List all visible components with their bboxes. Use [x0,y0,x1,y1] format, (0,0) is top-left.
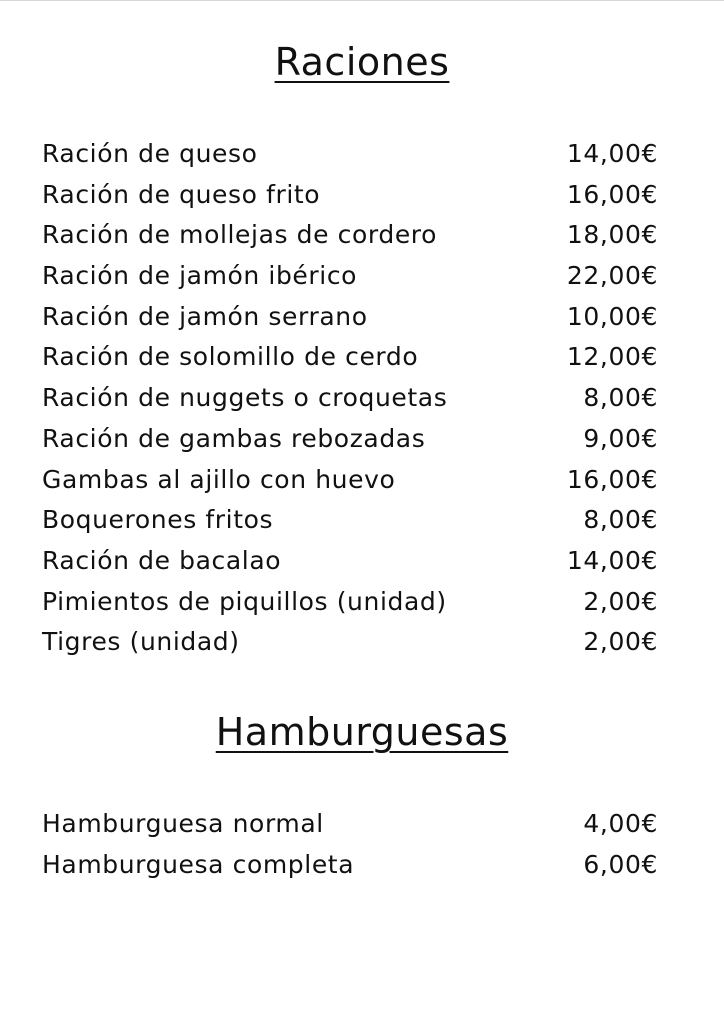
item-name: Pimientos de piquillos (unidad) [42,586,447,616]
item-price: 8,00€ [583,505,658,535]
menu-item [42,622,662,663]
menu-item [42,541,662,582]
item-price: 12,00€ [566,342,658,372]
item-name: Ración de mollejas de cordero [42,220,438,250]
item-name: Boquerones fritos [42,505,274,535]
item-price: 22,00€ [566,261,658,291]
menu-item [42,500,662,541]
menu-item [42,134,662,175]
item-name: Ración de solomillo de cerdo [42,342,419,372]
item-price: 2,00€ [583,627,658,657]
menu-item [42,582,662,623]
menu-item [42,215,662,256]
item-name: Ración de jamón serrano [42,301,368,331]
section-title-hamburguesas [0,709,724,755]
menu-item [42,419,662,460]
menu-item [42,256,662,297]
menu-item [42,175,662,216]
item-name: Ración de jamón ibérico [42,261,358,291]
menu-item [42,378,662,419]
item-price: 18,00€ [566,220,658,250]
raciones-list [42,134,662,663]
item-price: 2,00€ [583,586,658,616]
item-name: Hamburguesa normal [42,809,324,838]
item-name: Hamburguesa completa [42,849,355,879]
item-name: Tigres (unidad) [42,627,240,657]
item-price: 14,00€ [566,545,658,575]
item-price: 4,00€ [583,809,658,838]
menu-item [42,460,662,501]
item-name: Ración de gambas rebozadas [42,423,426,453]
item-price: 16,00€ [566,464,658,494]
item-price: 16,00€ [566,179,658,209]
item-name: Ración de nuggets o croquetas [42,383,448,413]
item-name: Ración de queso frito [42,179,321,209]
hamburguesas-list [42,804,662,885]
item-name: Ración de bacalao [42,545,282,575]
item-price: 9,00€ [583,423,658,453]
item-price: 14,00€ [566,139,658,168]
item-price: 6,00€ [583,849,658,879]
section-title-raciones-text: Raciones [274,40,450,84]
item-price: 10,00€ [566,301,658,331]
section-title-hamburguesas-text: Hamburguesas [215,710,509,754]
item-name: Ración de queso [42,139,258,168]
menu-item [42,845,662,886]
menu-item [42,804,662,845]
menu-item [42,297,662,338]
item-price: 8,00€ [583,383,658,413]
section-title-raciones [0,39,724,85]
item-name: Gambas al ajillo con huevo [42,464,396,494]
menu-item [42,337,662,378]
